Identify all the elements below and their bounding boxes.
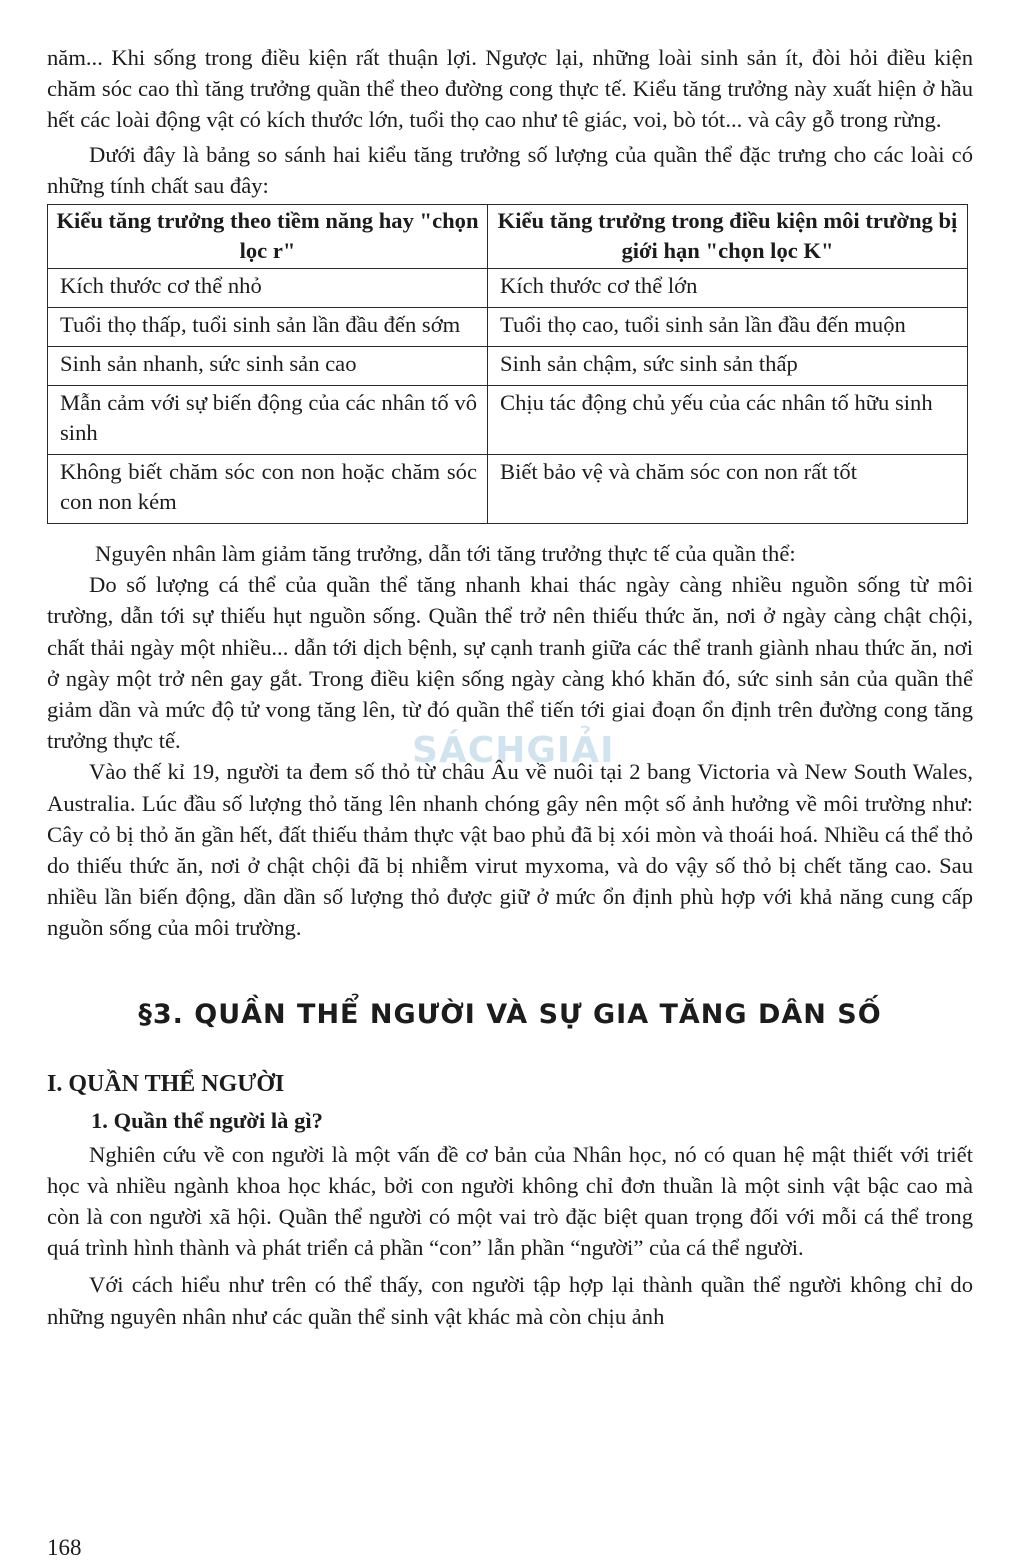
table-cell: Kích thước cơ thể lớn: [488, 269, 968, 308]
table-cell: Biết bảo vệ và chăm sóc con non rất tốt: [488, 455, 968, 524]
example-paragraph: Vào thế kỉ 19, người ta đem số thỏ từ châu Âu về nuôi tại 2 bang Victoria và New South Wales, Australia. Lúc đầu số lượng thỏ tăng lên nhanh chóng gây nên một số ảnh hưởng về môi trường như: Cây cỏ bị thỏ ăn gần hết, đất thiếu thảm thực vật bao phủ đã bị xói mòn và thoái hoá. Nhiều cá thể thỏ do thiếu thức ăn, nơi ở chật chội đã bị nhiễm virut myxoma, và do vậy số thỏ bị chết tăng cao. Sau nhiều lần biến động, dần dần số lượng thỏ được giữ ở mức ổn định phù hợp với khả năng cung cấp nguồn sống của môi trường.: [47, 759, 973, 941]
human-paragraph-1: Nghiên cứu về con người là một vấn đề cơ bản của Nhân học, nó có quan hệ mật thiết với triết học và nhiều ngành khoa học khác, bởi con người không chỉ đơn thuần là một sinh vật bậc cao mà còn là con người xã hội. Quần thể người có một vai trò đặc biệt quan trọng đối với mỗi cá thể trong quá trình hình thành và phát triển cả phần “con” lẫn phần “người” của cá thể người.: [47, 1141, 973, 1261]
table-cell: Tuổi thọ thấp, tuổi sinh sản lần đầu đến sớm: [48, 308, 488, 347]
table-row: [48, 386, 968, 455]
watermark: SÁCHGIẢI: [412, 730, 615, 771]
table-row: [48, 269, 968, 308]
table-header-row: [48, 205, 968, 269]
page-content: [47, 42, 973, 1332]
page-number: 168: [47, 1535, 82, 1560]
table-cell: Sinh sản nhanh, sức sinh sản cao: [48, 347, 488, 386]
intro-paragraph: năm... Khi sống trong điều kiện rất thuận lợi. Ngược lại, những loài sinh sản ít, đòi hỏi điều kiện chăm sóc cao thì tăng trưởng quần thể theo đường cong thực tế. Kiểu tăng trưởng này xuất hiện ở hầu hết các loài động vật có kích thước lớn, tuổi thọ cao như tê giác, voi, bò tót... và cây gỗ trong rừng.: [47, 45, 973, 133]
table-row: [48, 308, 968, 347]
cause-heading: Nguyên nhân làm giảm tăng trưởng, dẫn tới tăng trưởng thực tế của quần thể:: [95, 541, 796, 567]
table-cell: Mẫn cảm với sự biến động của các nhân tố vô sinh: [48, 386, 488, 455]
table-cell: Tuổi thọ cao, tuổi sinh sản lần đầu đến muộn: [488, 308, 968, 347]
table-row: [48, 347, 968, 386]
heading-level-1: I. QUẦN THỂ NGƯỜI: [47, 1070, 285, 1097]
section-title: §3. QUẦN THỂ NGƯỜI VÀ SỰ GIA TĂNG DÂN SỐ: [138, 998, 882, 1030]
table-cell: Sinh sản chậm, sức sinh sản thấp: [488, 347, 968, 386]
comparison-table: [47, 204, 968, 524]
table-intro-paragraph: Dưới đây là bảng so sánh hai kiểu tăng trưởng số lượng của quần thể đặc trưng cho các loài có những tính chất sau đây:: [47, 141, 973, 198]
header-r-selection: Kiểu tăng trưởng theo tiềm năng hay "chọn lọc r": [48, 205, 488, 269]
table-cell: Chịu tác động chủ yếu của các nhân tố hữu sinh: [488, 386, 968, 455]
table-cell: Kích thước cơ thể nhỏ: [48, 269, 488, 308]
heading-level-2: 1. Quần thể người là gì?: [91, 1107, 323, 1133]
table-cell: Không biết chăm sóc con non hoặc chăm sóc con non kém: [48, 455, 488, 524]
cause-paragraph: Do số lượng cá thể của quần thể tăng nhanh khai thác ngày càng nhiều nguồn sống từ môi trường, dẫn tới sự thiếu hụt nguồn sống. Quần thể trở nên thiếu thức ăn, nơi ở ngày càng chật chội, chất thải ngày một nhiều... dẫn tới dịch bệnh, sự cạnh tranh giữa các thể tranh giành nhau thức ăn, nơi ở ngày một trở nên gay gắt. Trong điều kiện sống ngày càng khó khăn đó, sức sinh sản của quần thể giảm dần và mức độ tử vong tăng lên, từ đó quần thể tiến tới giai đoạn ổn định trên đường cong tăng trưởng thực tế.: [47, 572, 973, 754]
table-row: [48, 455, 968, 524]
human-paragraph-2: Với cách hiểu như trên có thể thấy, con người tập hợp lại thành quần thể người không chỉ do những nguyên nhân như các quần thể sinh vật khác mà còn chịu ảnh: [47, 1272, 973, 1329]
header-k-selection: Kiểu tăng trưởng trong điều kiện môi trường bị giới hạn "chọn lọc K": [488, 205, 968, 269]
